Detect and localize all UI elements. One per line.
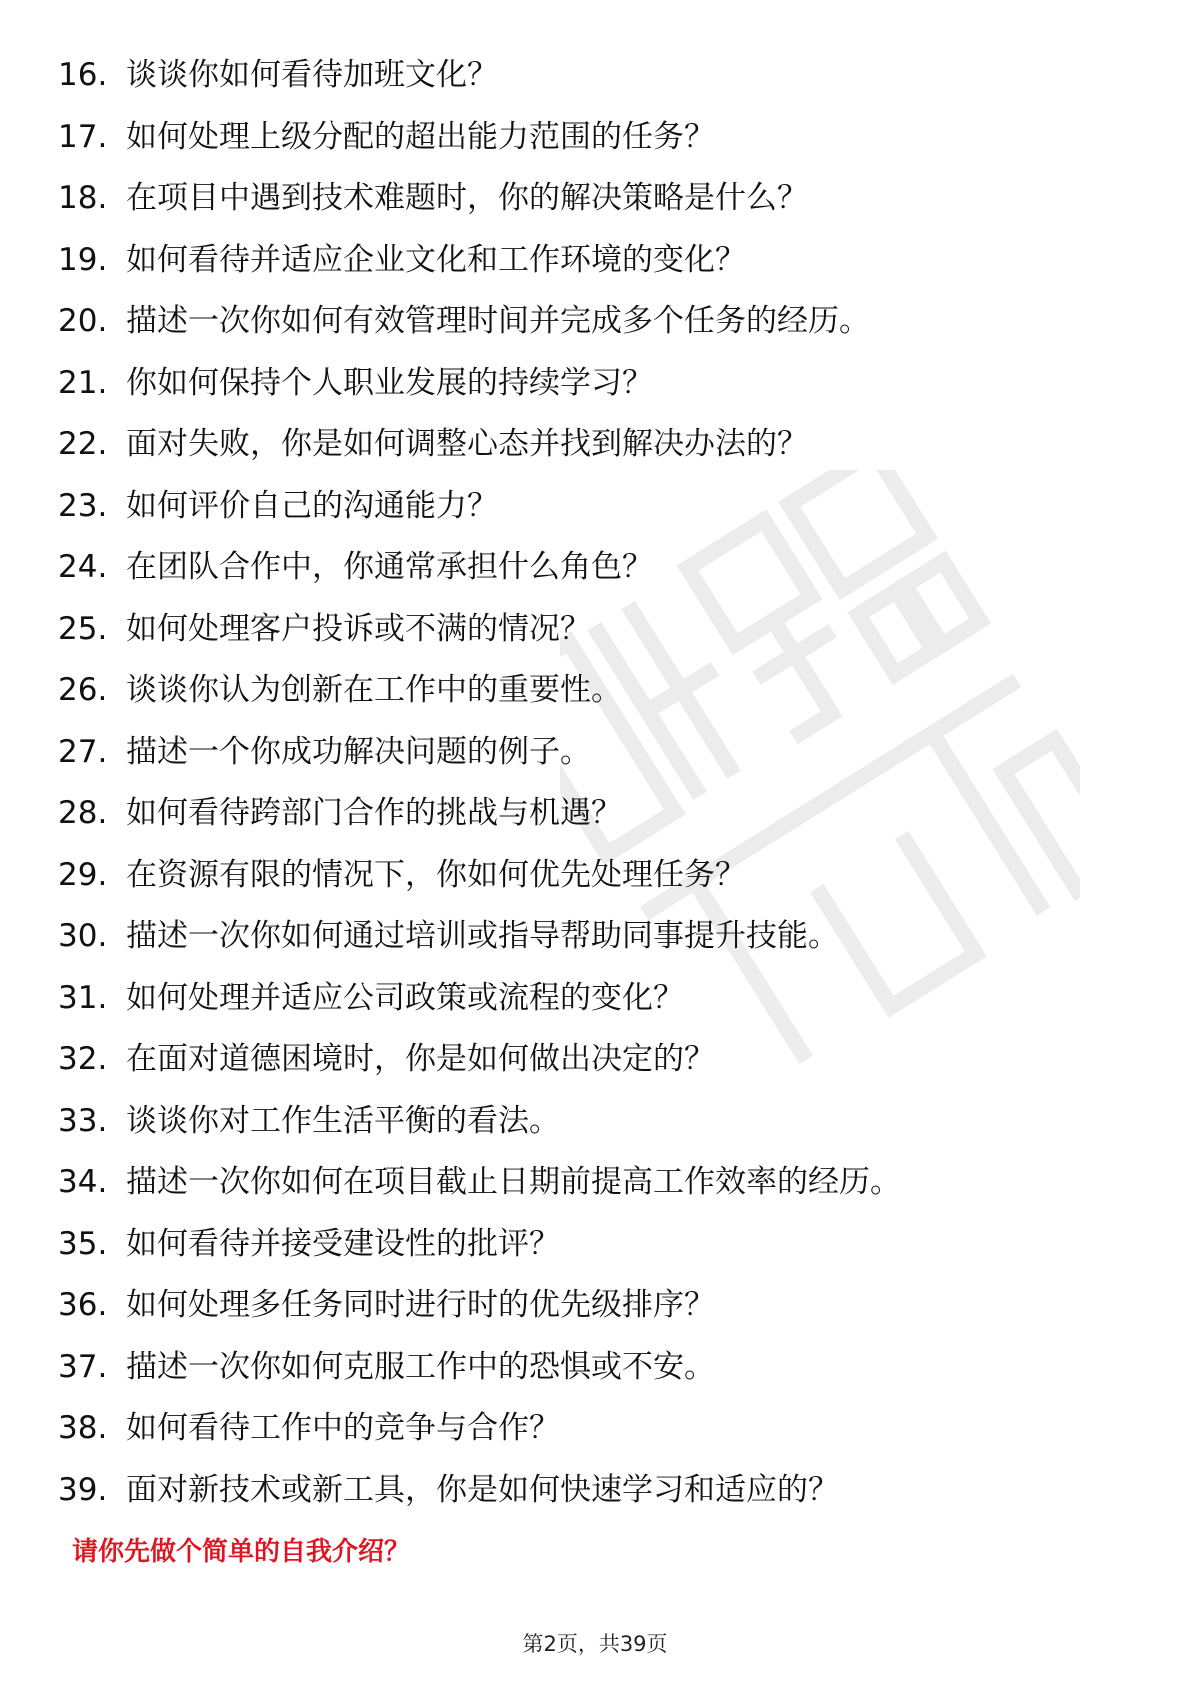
question-text: 谈谈你如何看待加班文化？ bbox=[126, 57, 498, 93]
question-text: 如何看待工作中的竞争与合作？ bbox=[126, 1410, 560, 1446]
question-number: 31. bbox=[58, 979, 108, 1016]
question-number: 18. bbox=[58, 180, 108, 216]
question-item bbox=[58, 356, 1138, 418]
question-number: 38. bbox=[58, 1410, 108, 1446]
question-text: 描述一次你如何克服工作中的恐惧或不安。 bbox=[126, 1348, 715, 1385]
question-item bbox=[58, 233, 1138, 295]
question-text: 面对失败，你是如何调整心态并找到解决办法的？ bbox=[126, 426, 808, 462]
question-text: 如何看待跨部门合作的挑战与机遇？ bbox=[126, 795, 622, 831]
question-item bbox=[58, 725, 1138, 787]
question-item bbox=[58, 848, 1138, 910]
question-item bbox=[58, 909, 1138, 971]
question-number: 26. bbox=[58, 672, 108, 708]
question-number: 28. bbox=[58, 795, 108, 831]
question-text: 如何处理上级分配的超出能力范围的任务？ bbox=[126, 118, 715, 155]
question-text: 描述一个你成功解决问题的例子。 bbox=[126, 733, 591, 770]
question-text: 在资源有限的情况下，你如何优先处理任务？ bbox=[126, 856, 746, 893]
question-text: 如何处理多任务同时进行时的优先级排序？ bbox=[126, 1287, 715, 1323]
question-number: 22. bbox=[58, 426, 108, 462]
question-number: 33. bbox=[58, 1102, 108, 1139]
question-number: 30. bbox=[58, 918, 108, 954]
question-number: 21. bbox=[58, 364, 108, 401]
question-item bbox=[58, 971, 1138, 1033]
question-item bbox=[58, 1217, 1138, 1279]
question-text: 谈谈你对工作生活平衡的看法。 bbox=[126, 1102, 560, 1139]
question-item bbox=[58, 1463, 1138, 1525]
question-item bbox=[58, 1094, 1138, 1156]
section-heading: 请你先做个简单的自我介绍？ bbox=[72, 1537, 411, 1567]
question-number: 35. bbox=[58, 1225, 108, 1262]
question-item bbox=[58, 786, 1138, 848]
question-text: 如何处理客户投诉或不满的情况？ bbox=[126, 610, 591, 647]
page-number-footer: 第2页，共39页 bbox=[522, 1632, 668, 1656]
question-text: 如何看待并适应企业文化和工作环境的变化？ bbox=[126, 241, 746, 278]
question-item bbox=[58, 1401, 1138, 1463]
question-number: 23. bbox=[58, 487, 108, 524]
question-number: 36. bbox=[58, 1287, 108, 1323]
question-item bbox=[58, 663, 1138, 725]
question-text: 在项目中遇到技术难题时，你的解决策略是什么？ bbox=[126, 180, 808, 216]
question-item bbox=[58, 479, 1138, 541]
question-number: 17. bbox=[58, 118, 108, 155]
question-text: 面对新技术或新工具，你是如何快速学习和适应的？ bbox=[126, 1471, 839, 1508]
question-number: 16. bbox=[58, 57, 108, 93]
question-item bbox=[58, 294, 1138, 356]
question-list bbox=[58, 48, 1138, 1524]
question-item bbox=[58, 602, 1138, 664]
question-item bbox=[58, 1340, 1138, 1402]
question-text: 你如何保持个人职业发展的持续学习？ bbox=[126, 364, 653, 401]
question-item bbox=[58, 1278, 1138, 1340]
question-item bbox=[58, 540, 1138, 602]
question-number: 32. bbox=[58, 1041, 108, 1077]
question-item bbox=[58, 417, 1138, 479]
question-number: 27. bbox=[58, 733, 108, 770]
question-number: 34. bbox=[58, 1164, 108, 1200]
question-number: 20. bbox=[58, 303, 108, 339]
question-text: 如何看待并接受建设性的批评？ bbox=[126, 1225, 560, 1262]
question-text: 描述一次你如何在项目截止日期前提高工作效率的经历。 bbox=[126, 1164, 901, 1200]
question-number: 19. bbox=[58, 241, 108, 278]
question-text: 在面对道德困境时，你是如何做出决定的？ bbox=[126, 1041, 715, 1077]
question-number: 39. bbox=[58, 1471, 108, 1508]
question-text: 描述一次你如何通过培训或指导帮助同事提升技能。 bbox=[126, 918, 839, 954]
question-number: 25. bbox=[58, 610, 108, 647]
question-text: 谈谈你认为创新在工作中的重要性。 bbox=[126, 672, 622, 708]
question-item bbox=[58, 1032, 1138, 1094]
question-item bbox=[58, 1155, 1138, 1217]
question-text: 如何评价自己的沟通能力？ bbox=[126, 487, 498, 524]
question-text: 描述一次你如何有效管理时间并完成多个任务的经历。 bbox=[126, 303, 870, 339]
question-number: 37. bbox=[58, 1348, 108, 1385]
question-item bbox=[58, 171, 1138, 233]
question-item bbox=[58, 110, 1138, 172]
question-item bbox=[58, 48, 1138, 110]
question-number: 24. bbox=[58, 549, 108, 585]
question-text: 如何处理并适应公司政策或流程的变化？ bbox=[126, 979, 684, 1016]
question-number: 29. bbox=[58, 856, 108, 893]
question-text: 在团队合作中，你通常承担什么角色？ bbox=[126, 549, 653, 585]
